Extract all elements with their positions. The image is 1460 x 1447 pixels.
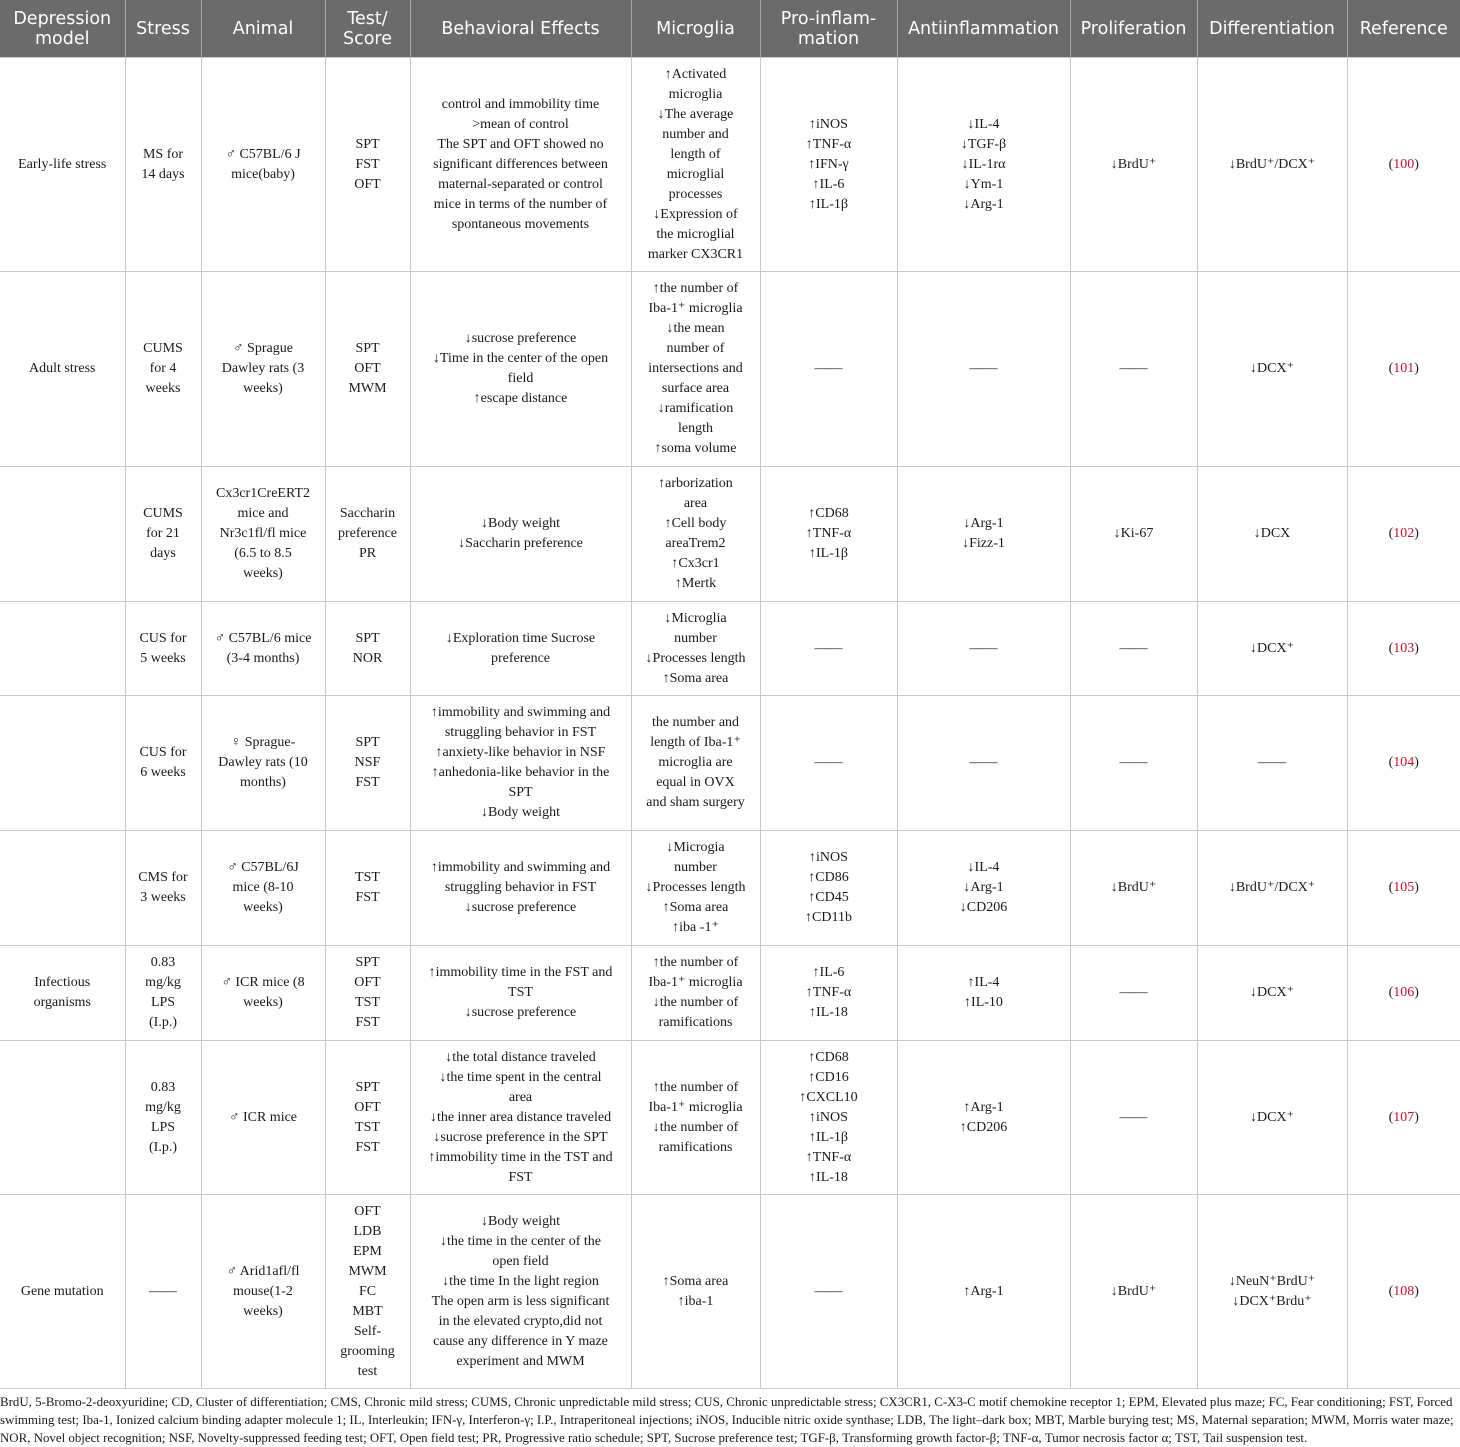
cell-model: [0, 1041, 125, 1195]
cell-test: TST FST: [325, 831, 410, 946]
cell-proliferation: ——: [1070, 946, 1197, 1041]
cell-behavior: ↑immobility and swimming and struggling behavior in FST ↓sucrose preference: [410, 831, 631, 946]
cell-reference: (107): [1347, 1041, 1460, 1195]
cell-behavior: ↓sucrose preference ↓Time in the center of the open field ↑escape distance: [410, 272, 631, 467]
cell-animal: ♂ Sprague Dawley rats (3 weeks): [201, 272, 325, 467]
cell-behavior: ↓the total distance traveled ↓the time spent in the central area ↓the inner area distance traveled ↓sucrose preference in the SPT ↑immobility time in the TST and FST: [410, 1041, 631, 1195]
cell-stress: CUMS for 4 weeks: [125, 272, 201, 467]
cell-stress: CUMS for 21 days: [125, 467, 201, 602]
table-row: [0, 272, 1460, 467]
cell-test: SPT NOR: [325, 602, 410, 696]
cell-proliferation: ↓BrdU⁺: [1070, 831, 1197, 946]
cell-test: Saccharin preference PR: [325, 467, 410, 602]
cell-differentiation: ↓DCX: [1197, 467, 1347, 602]
cell-reference: (108): [1347, 1195, 1460, 1389]
cell-proliferation: ↓Ki-67: [1070, 467, 1197, 602]
table-row: [0, 831, 1460, 946]
cell-antiinflammation: ——: [897, 602, 1070, 696]
cell-proliferation: ——: [1070, 272, 1197, 467]
cell-microglia: ↑Activated microglia ↓The average number and length of microglial processes ↓Expression of the microglial marker CX3CR1: [631, 58, 760, 272]
cell-proliferation: ↓BrdU⁺: [1070, 58, 1197, 272]
reference-link[interactable]: 101: [1393, 361, 1415, 376]
cell-microglia: ↓Microgia number ↓Processes length ↑Soma area ↑iba -1⁺: [631, 831, 760, 946]
reference-link[interactable]: 107: [1393, 1109, 1415, 1125]
cell-microglia: ↑arborization area ↑Cell body areaTrem2 ↑Cx3cr1 ↑Mertk: [631, 467, 760, 602]
cell-microglia: ↓Microglia number ↓Processes length ↑Soma area: [631, 602, 760, 696]
col-header-depression-model: Depression model: [0, 0, 125, 58]
col-header-reference: Reference: [1347, 0, 1460, 58]
table-row: [0, 1041, 1460, 1195]
cell-animal: ♂ C57BL/6J mice (8-10 weeks): [201, 831, 325, 946]
cell-antiinflammation: ↓Arg-1 ↓Fizz-1: [897, 467, 1070, 602]
cell-antiinflammation: ↓IL-4 ↓Arg-1 ↓CD206: [897, 831, 1070, 946]
cell-reference: (103): [1347, 602, 1460, 696]
cell-antiinflammation: ↑IL-4 ↑IL-10: [897, 946, 1070, 1041]
cell-stress: 0.83 mg/kg LPS (I.p.): [125, 946, 201, 1041]
cell-behavior: ↑immobility and swimming and struggling behavior in FST ↑anxiety-like behavior in NSF ↑anhedonia-like behavior in the SPT ↓Body weight: [410, 696, 631, 831]
cell-animal: ♀ Sprague- Dawley rats (10 months): [201, 696, 325, 831]
cell-test: SPT OFT TST FST: [325, 1041, 410, 1195]
cell-reference: (104): [1347, 696, 1460, 831]
cell-stress: CUS for 5 weeks: [125, 602, 201, 696]
cell-model: Adult stress: [0, 272, 125, 467]
cell-differentiation: ↓BrdU⁺/DCX⁺: [1197, 58, 1347, 272]
col-header-stress: Stress: [125, 0, 201, 58]
table-row: [0, 602, 1460, 696]
table-header-row: [0, 0, 1460, 58]
col-header-differentiation: Differentiation: [1197, 0, 1347, 58]
cell-model: [0, 467, 125, 602]
cell-test: SPT FST OFT: [325, 58, 410, 272]
cell-behavior: ↓Body weight ↓Saccharin preference: [410, 467, 631, 602]
cell-stress: MS for 14 days: [125, 58, 201, 272]
table-row: [0, 467, 1460, 602]
cell-test: SPT OFT MWM: [325, 272, 410, 467]
cell-behavior: ↑immobility time in the FST and TST ↓sucrose preference: [410, 946, 631, 1041]
cell-differentiation: ↓BrdU⁺/DCX⁺: [1197, 831, 1347, 946]
table-row: [0, 58, 1460, 272]
cell-reference: (100): [1347, 58, 1460, 272]
cell-microglia: ↑the number of Iba-1⁺ microglia ↓the number of ramifications: [631, 1041, 760, 1195]
cell-pro-inflammation: ——: [760, 272, 897, 467]
cell-behavior: ↓Exploration time Sucrose preference: [410, 602, 631, 696]
cell-stress: ——: [125, 1195, 201, 1389]
cell-reference: (105): [1347, 831, 1460, 946]
cell-animal: ♂ C57BL/6 mice (3-4 months): [201, 602, 325, 696]
cell-pro-inflammation: ——: [760, 1195, 897, 1389]
cell-antiinflammation: ——: [897, 272, 1070, 467]
cell-animal: ♂ C57BL/6 J mice(baby): [201, 58, 325, 272]
col-header-pro-inflammation: Pro-inflam- mation: [760, 0, 897, 58]
cell-antiinflammation: ——: [897, 696, 1070, 831]
cell-stress: 0.83 mg/kg LPS (I.p.): [125, 1041, 201, 1195]
cell-differentiation: ↓DCX⁺: [1197, 272, 1347, 467]
reference-link[interactable]: 102: [1393, 526, 1415, 541]
cell-proliferation: ——: [1070, 696, 1197, 831]
col-header-proliferation: Proliferation: [1070, 0, 1197, 58]
cell-pro-inflammation: ↑IL-6 ↑TNF-α ↑IL-18: [760, 946, 897, 1041]
cell-antiinflammation: ↑Arg-1 ↑CD206: [897, 1041, 1070, 1195]
cell-differentiation: ↓NeuN⁺BrdU⁺ ↓DCX⁺Brdu⁺: [1197, 1195, 1347, 1389]
cell-antiinflammation: ↑Arg-1: [897, 1195, 1070, 1389]
cell-stress: CMS for 3 weeks: [125, 831, 201, 946]
col-header-behavioral-effects: Behavioral Effects: [410, 0, 631, 58]
cell-microglia: ↑the number of Iba-1⁺ microglia ↓the mean number of intersections and surface area ↓ramification length ↑soma volume: [631, 272, 760, 467]
cell-stress: CUS for 6 weeks: [125, 696, 201, 831]
cell-animal: Cx3cr1CreERT2 mice and Nr3c1fl/fl mice (6.5 to 8.5 weeks): [201, 467, 325, 602]
cell-pro-inflammation: ↑CD68 ↑TNF-α ↑IL-1β: [760, 467, 897, 602]
cell-pro-inflammation: ——: [760, 602, 897, 696]
cell-differentiation: ↓DCX⁺: [1197, 1041, 1347, 1195]
cell-model: Infectious organisms: [0, 946, 125, 1041]
cell-differentiation: ↓DCX⁺: [1197, 602, 1347, 696]
cell-test: SPT NSF FST: [325, 696, 410, 831]
cell-microglia: ↑the number of Iba-1⁺ microglia ↓the number of ramifications: [631, 946, 760, 1041]
cell-animal: ♂ ICR mice (8 weeks): [201, 946, 325, 1041]
table-row: [0, 946, 1460, 1041]
reference-link[interactable]: 105: [1393, 880, 1415, 895]
reference-link[interactable]: 100: [1393, 156, 1415, 172]
reference-link[interactable]: 104: [1393, 755, 1415, 770]
cell-differentiation: ↓DCX⁺: [1197, 946, 1347, 1041]
cell-test: OFT LDB EPM MWM FC MBT Self- grooming test: [325, 1195, 410, 1389]
cell-behavior: ↓Body weight ↓the time in the center of the open field ↓the time In the light region The open arm is less significant in the elevated crypto,did not cause any difference in Y maze experiment and MWM: [410, 1195, 631, 1389]
col-header-test-score: Test/ Score: [325, 0, 410, 58]
col-header-animal: Animal: [201, 0, 325, 58]
cell-model: [0, 602, 125, 696]
cell-model: Gene mutation: [0, 1195, 125, 1389]
cell-microglia: the number and length of Iba-1⁺ microglia are equal in OVX and sham surgery: [631, 696, 760, 831]
cell-animal: ♂ ICR mice: [201, 1041, 325, 1195]
cell-proliferation: ——: [1070, 1041, 1197, 1195]
cell-animal: ♂ Arid1afl/fl mouse(1-2 weeks): [201, 1195, 325, 1389]
cell-pro-inflammation: ↑iNOS ↑TNF-α ↑IFN-γ ↑IL-6 ↑IL-1β: [760, 58, 897, 272]
cell-microglia: ↑Soma area ↑iba-1: [631, 1195, 760, 1389]
cell-proliferation: ↓BrdU⁺: [1070, 1195, 1197, 1389]
cell-reference: (102): [1347, 467, 1460, 602]
cell-behavior: control and immobility time >mean of control The SPT and OFT showed no significant differences between maternal-separated or control mice in terms of the number of spontaneous movements: [410, 58, 631, 272]
cell-reference: (101): [1347, 272, 1460, 467]
table-footnote: BrdU, 5-Bromo-2-deoxyuridine; CD, Cluster of differentiation; CMS, Chronic mild stress; CUMS, Chronic unpredictable mild stress; CUS, Chronic unpredictable stress; CX3CR1, C-X3-C motif chemokine receptor 1; EPM, Elevated plus maze; FC, Fear conditioning; FST, Forced swimming test; Iba-1, Ionized calcium binding adapter molecule 1; IL, Interleukin; IFN-γ, Interferon-γ; I.P., Intraperitoneal injections; iNOS, Inducible nitric oxide synthase; LDB, The light–dark box; MBT, Marble burying test; MS, Maternal separation; MWM, Morris water maze; NOR, Novel object recognition; NSF, Novelty-suppressed feeding test; OFT, Open field test; PR, Progressive ratio schedule; SPT, Sucrose preference test; TGF-β, Transforming growth factor-β; TNF-α, Tumor necrosis factor α; TST, Tail suspension test.: [0, 1395, 1454, 1445]
reference-link[interactable]: 108: [1393, 1283, 1415, 1299]
reference-link[interactable]: 106: [1393, 985, 1415, 1000]
reference-link[interactable]: 103: [1393, 640, 1415, 656]
cell-test: SPT OFT TST FST: [325, 946, 410, 1041]
cell-proliferation: ——: [1070, 602, 1197, 696]
cell-model: [0, 696, 125, 831]
cell-reference: (106): [1347, 946, 1460, 1041]
cell-pro-inflammation: ↑iNOS ↑CD86 ↑CD45 ↑CD11b: [760, 831, 897, 946]
col-header-antiinflammation: Antiinflammation: [897, 0, 1070, 58]
cell-model: Early-life stress: [0, 58, 125, 272]
table-row: [0, 1195, 1460, 1389]
cell-pro-inflammation: ——: [760, 696, 897, 831]
table-row: [0, 696, 1460, 831]
cell-antiinflammation: ↓IL-4 ↓TGF-β ↓IL-1rα ↓Ym-1 ↓Arg-1: [897, 58, 1070, 272]
cell-differentiation: ——: [1197, 696, 1347, 831]
cell-model: [0, 831, 125, 946]
col-header-microglia: Microglia: [631, 0, 760, 58]
cell-pro-inflammation: ↑CD68 ↑CD16 ↑CXCL10 ↑iNOS ↑IL-1β ↑TNF-α ↑IL-18: [760, 1041, 897, 1195]
